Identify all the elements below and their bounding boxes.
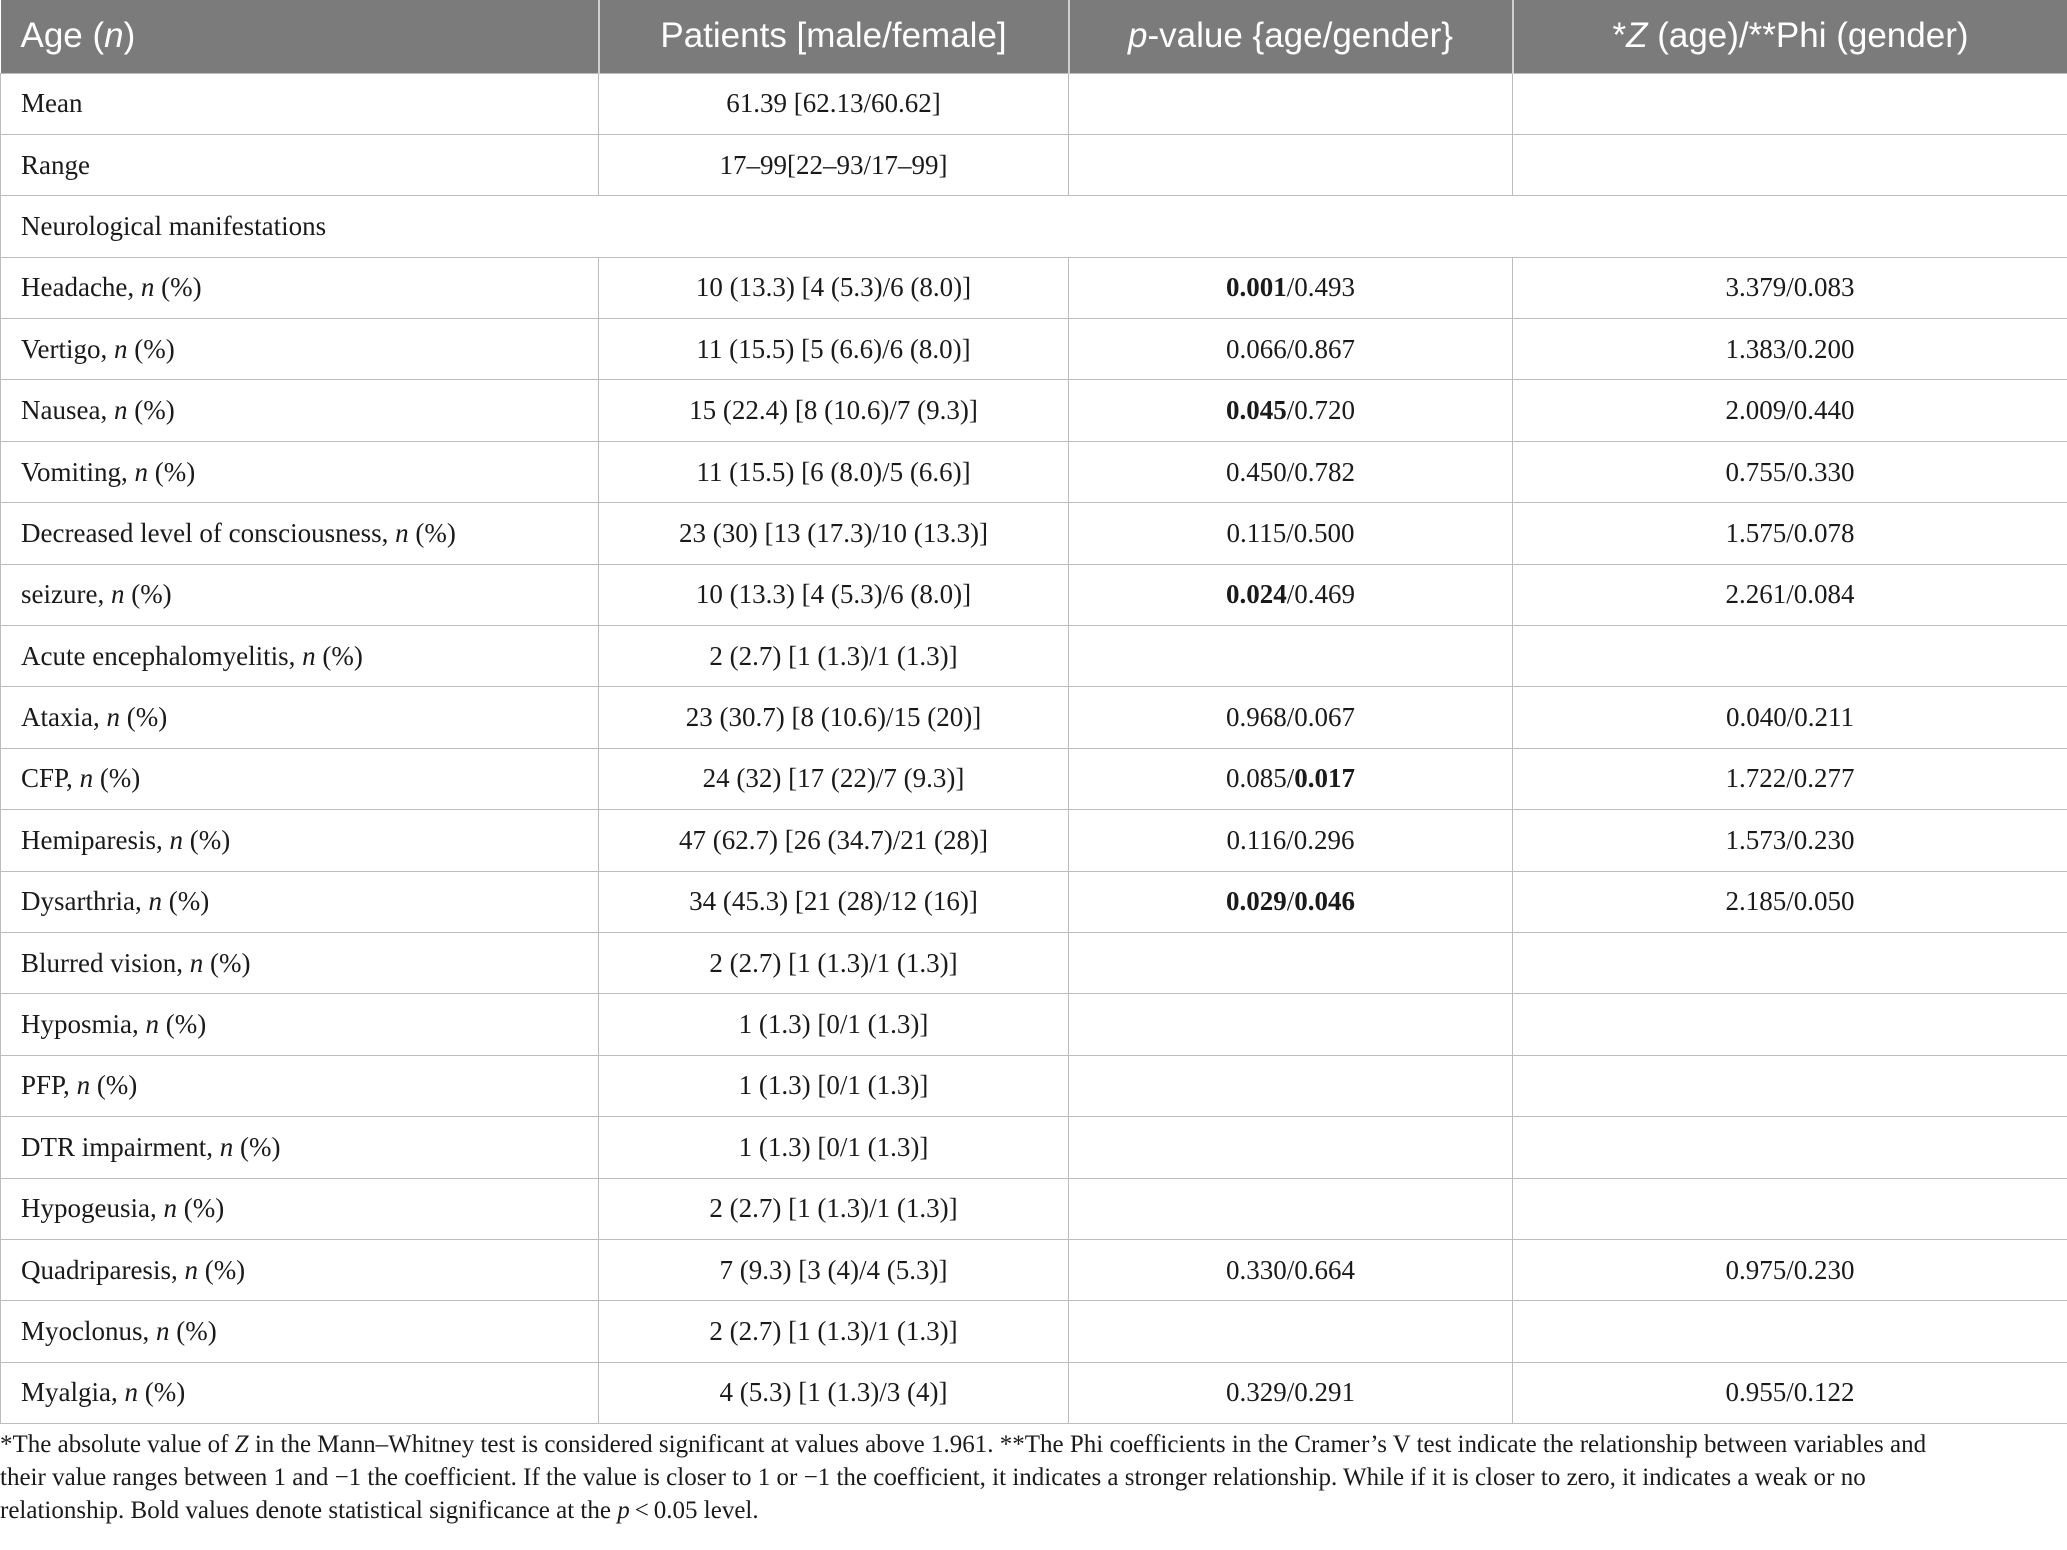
z-phi-cell: [1513, 994, 2067, 1055]
z-phi-cell: 2.009/0.440: [1513, 380, 2067, 441]
p-value-cell: 0.024/0.469: [1069, 564, 1513, 625]
row-label: Ataxia, n (%): [1, 687, 599, 748]
z-phi-cell: 3.379/0.083: [1513, 257, 2067, 318]
table-row: [1, 564, 2067, 625]
p-age: 0.330: [1225, 1254, 1287, 1285]
z-phi-cell: 0.040/0.211: [1513, 687, 2067, 748]
patients-cell: 47 (62.7) [26 (34.7)/21 (28)]: [599, 810, 1069, 871]
p-age: 0.450: [1225, 456, 1287, 487]
table-row: [1, 257, 2067, 318]
table-row: [1, 626, 2067, 687]
row-label: Nausea, n (%): [1, 380, 599, 441]
patients-cell: 61.39 [62.13/60.62]: [599, 73, 1069, 134]
p-gender: 0.500: [1293, 517, 1355, 548]
p-value-cell: [1069, 1178, 1513, 1239]
table-row: [1, 994, 2067, 1055]
row-label: Headache, n (%): [1, 257, 599, 318]
row-label: Range: [1, 134, 599, 195]
z-phi-cell: 1.573/0.230: [1513, 810, 2067, 871]
section-label: Neurological manifestations: [1, 196, 2067, 257]
p-gender: 0.720: [1294, 395, 1355, 426]
z-phi-cell: 0.975/0.230: [1513, 1239, 2067, 1300]
header-row: [1, 0, 2067, 73]
table-row: [1, 319, 2067, 380]
p-age: 0.085: [1225, 763, 1287, 794]
p-value-cell: 0.029/0.046: [1069, 871, 1513, 932]
row-label: Vertigo, n (%): [1, 319, 599, 380]
patients-cell: 10 (13.3) [4 (5.3)/6 (8.0)]: [599, 564, 1069, 625]
p-value-cell: 0.085/0.017: [1069, 748, 1513, 809]
table-footnote: [0, 1428, 2067, 1527]
p-value-cell: 0.450/0.782: [1069, 441, 1513, 502]
z-phi-cell: [1513, 932, 2067, 993]
z-phi-cell: [1513, 1055, 2067, 1116]
table-row: [1, 1117, 2067, 1178]
p-value-cell: 0.329/0.291: [1069, 1362, 1513, 1423]
patients-cell: 2 (2.7) [1 (1.3)/1 (1.3)]: [599, 932, 1069, 993]
footnote-line-1: *The absolute value of Z in the Mann–Whitney test is considered significant at values above 1.961. **The Phi coefficients in the Cramer’s V test indicate the relationship between variables and: [0, 1431, 1927, 1458]
row-label: Mean: [1, 73, 599, 134]
z-phi-cell: 2.185/0.050: [1513, 871, 2067, 932]
z-phi-cell: [1513, 1178, 2067, 1239]
p-value-cell: [1069, 1117, 1513, 1178]
p-value-cell: 0.045/0.720: [1069, 380, 1513, 441]
footnote-line-3: relationship. Bold values denote statistical significance at the p < 0.05 level.: [0, 1497, 759, 1524]
p-value-cell: [1069, 73, 1513, 134]
row-label: Quadriparesis, n (%): [1, 1239, 599, 1300]
row-label: Dysarthria, n (%): [1, 871, 599, 932]
p-gender: 0.067: [1294, 702, 1355, 733]
p-age: 0.066: [1225, 333, 1287, 364]
patients-cell: 24 (32) [17 (22)/7 (9.3)]: [599, 748, 1069, 809]
patients-cell: 11 (15.5) [5 (6.6)/6 (8.0)]: [599, 319, 1069, 380]
patients-cell: 4 (5.3) [1 (1.3)/3 (4)]: [599, 1362, 1069, 1423]
table-row: [1, 1178, 2067, 1239]
row-label: Decreased level of consciousness, n (%): [1, 503, 599, 564]
patients-cell: 2 (2.7) [1 (1.3)/1 (1.3)]: [599, 1301, 1069, 1362]
z-phi-cell: 2.261/0.084: [1513, 564, 2067, 625]
header-z-phi: *Z (age)/**Phi (gender): [1513, 0, 2067, 73]
patients-cell: 7 (9.3) [3 (4)/4 (5.3)]: [599, 1239, 1069, 1300]
table-row: [1, 441, 2067, 502]
patients-cell: 23 (30.7) [8 (10.6)/15 (20)]: [599, 687, 1069, 748]
p-value-cell: 0.116/0.296: [1069, 810, 1513, 871]
p-gender: 0.664: [1294, 1254, 1355, 1285]
p-age: 0.115: [1226, 517, 1287, 548]
z-phi-cell: 1.722/0.277: [1513, 748, 2067, 809]
z-phi-cell: 0.955/0.122: [1513, 1362, 2067, 1423]
header-p-value: p-value {age/gender}: [1069, 0, 1513, 73]
patients-cell: 1 (1.3) [0/1 (1.3)]: [599, 994, 1069, 1055]
row-label: CFP, n (%): [1, 748, 599, 809]
row-label: seizure, n (%): [1, 564, 599, 625]
p-value-cell: 0.001/0.493: [1069, 257, 1513, 318]
section-row: [1, 196, 2067, 257]
p-gender: 0.782: [1294, 456, 1355, 487]
header-patients: Patients [male/female]: [599, 0, 1069, 73]
patients-cell: 17–99[22–93/17–99]: [599, 134, 1069, 195]
table-row: [1, 73, 2067, 134]
row-label: Blurred vision, n (%): [1, 932, 599, 993]
z-phi-cell: [1513, 626, 2067, 687]
table-row: [1, 134, 2067, 195]
patients-cell: 2 (2.7) [1 (1.3)/1 (1.3)]: [599, 626, 1069, 687]
p-value-cell: [1069, 1301, 1513, 1362]
p-value-cell: [1069, 626, 1513, 687]
row-label: DTR impairment, n (%): [1, 1117, 599, 1178]
p-age: 0.968: [1225, 702, 1287, 733]
table-row: [1, 503, 2067, 564]
table-row: [1, 687, 2067, 748]
p-value-cell: 0.968/0.067: [1069, 687, 1513, 748]
table-row: [1, 810, 2067, 871]
z-phi-cell: [1513, 73, 2067, 134]
p-gender: 0.296: [1293, 824, 1355, 855]
patients-cell: 11 (15.5) [6 (8.0)/5 (6.6)]: [599, 441, 1069, 502]
p-age: 0.029: [1225, 886, 1287, 917]
p-value-cell: 0.115/0.500: [1069, 503, 1513, 564]
z-phi-cell: [1513, 1117, 2067, 1178]
p-gender: 0.017: [1294, 763, 1355, 794]
patients-cell: 15 (22.4) [8 (10.6)/7 (9.3)]: [599, 380, 1069, 441]
footnote-line-2: their value ranges between 1 and −1 the coefficient. If the value is closer to 1 or −1 the coefficient, it indicates a stronger relationship. While if it is closer to zero, it indicates a weak or no: [0, 1464, 1866, 1491]
table-row: [1, 380, 2067, 441]
p-gender: 0.867: [1294, 333, 1355, 364]
p-gender: 0.046: [1294, 886, 1355, 917]
patients-cell: 34 (45.3) [21 (28)/12 (16)]: [599, 871, 1069, 932]
p-value-cell: 0.330/0.664: [1069, 1239, 1513, 1300]
row-label: Acute encephalomyelitis, n (%): [1, 626, 599, 687]
row-label: Myoclonus, n (%): [1, 1301, 599, 1362]
z-phi-cell: [1513, 134, 2067, 195]
patients-cell: 2 (2.7) [1 (1.3)/1 (1.3)]: [599, 1178, 1069, 1239]
table-row: [1, 1362, 2067, 1423]
p-value-cell: [1069, 1055, 1513, 1116]
patients-cell: 10 (13.3) [4 (5.3)/6 (8.0)]: [599, 257, 1069, 318]
patients-cell: 23 (30) [13 (17.3)/10 (13.3)]: [599, 503, 1069, 564]
p-age: 0.329: [1225, 1377, 1287, 1408]
table-body: [1, 73, 2067, 1424]
patients-cell: 1 (1.3) [0/1 (1.3)]: [599, 1055, 1069, 1116]
p-value-cell: [1069, 932, 1513, 993]
row-label: Myalgia, n (%): [1, 1362, 599, 1423]
z-phi-cell: 1.575/0.078: [1513, 503, 2067, 564]
row-label: Hemiparesis, n (%): [1, 810, 599, 871]
p-gender: 0.493: [1294, 272, 1355, 303]
table-row: [1, 871, 2067, 932]
row-label: PFP, n (%): [1, 1055, 599, 1116]
p-value-cell: [1069, 134, 1513, 195]
table-row: [1, 748, 2067, 809]
p-age: 0.024: [1225, 579, 1287, 610]
p-age: 0.045: [1225, 395, 1287, 426]
row-label: Hypogeusia, n (%): [1, 1178, 599, 1239]
table-row: [1, 1239, 2067, 1300]
z-phi-cell: 1.383/0.200: [1513, 319, 2067, 380]
p-value-cell: 0.066/0.867: [1069, 319, 1513, 380]
table-header: [1, 0, 2067, 73]
patients-cell: 1 (1.3) [0/1 (1.3)]: [599, 1117, 1069, 1178]
row-label: Vomiting, n (%): [1, 441, 599, 502]
p-age: 0.001: [1225, 272, 1287, 303]
p-value-cell: [1069, 994, 1513, 1055]
header-age: Age (n): [1, 0, 599, 73]
p-age: 0.116: [1226, 824, 1287, 855]
table-row: [1, 1055, 2067, 1116]
table-row: [1, 932, 2067, 993]
row-label: Hyposmia, n (%): [1, 994, 599, 1055]
z-phi-cell: [1513, 1301, 2067, 1362]
p-gender: 0.291: [1294, 1377, 1355, 1408]
p-gender: 0.469: [1294, 579, 1355, 610]
z-phi-cell: 0.755/0.330: [1513, 441, 2067, 502]
table-row: [1, 1301, 2067, 1362]
